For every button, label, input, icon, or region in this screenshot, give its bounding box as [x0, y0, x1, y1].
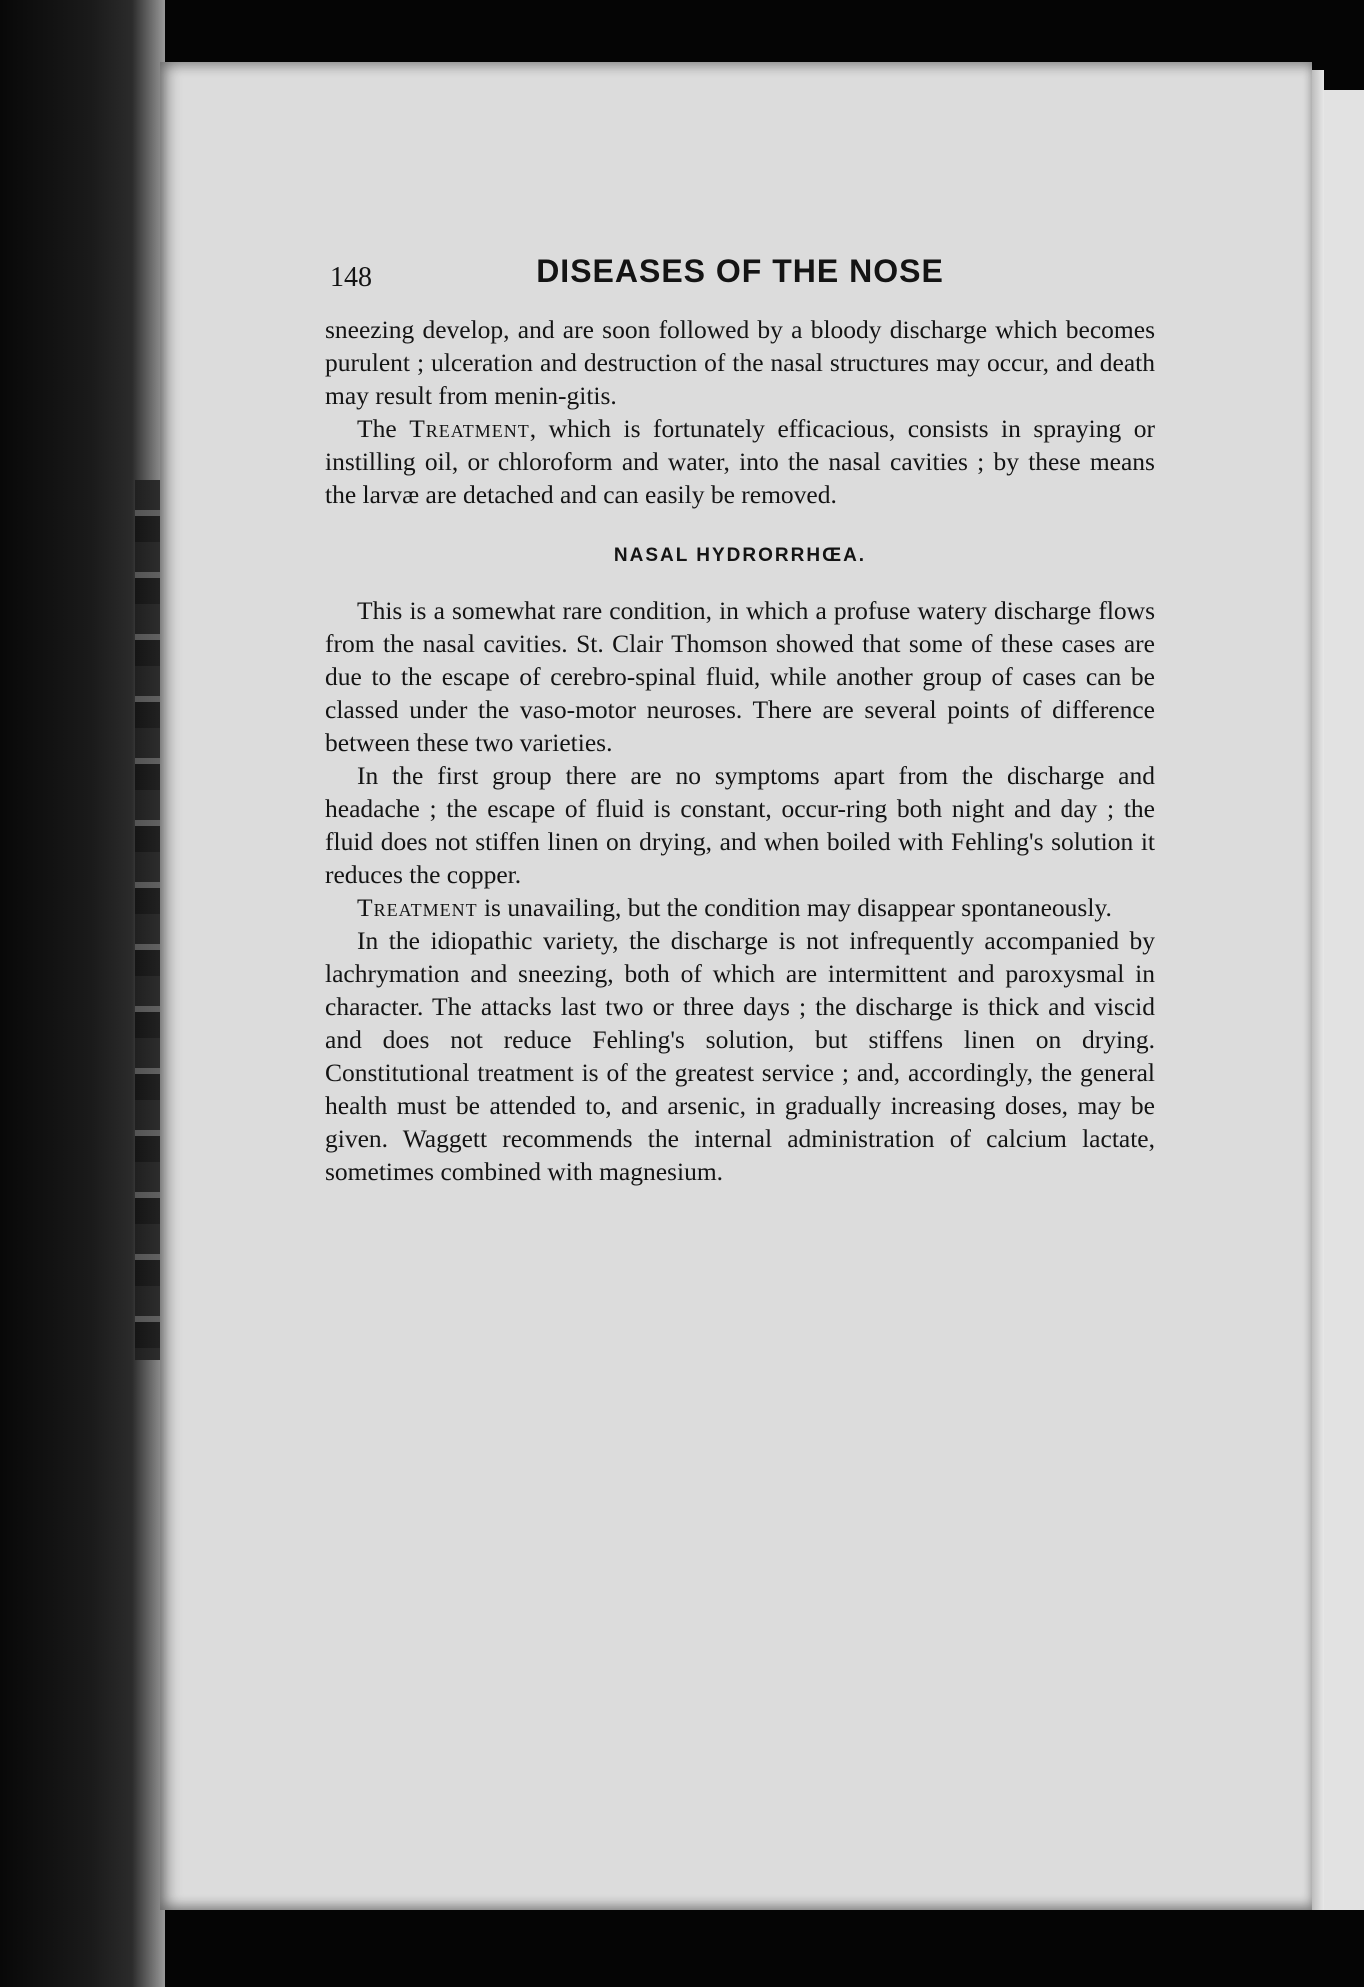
paragraph: sneezing develop, and are soon followed by a bloody discharge which becomes purulent ; ulceration and destruction of the nasal structures may occur, and death may result from menin-gitis. — [325, 315, 1155, 410]
text-rest: , which is fortunately efficacious, consists in spraying or instilling oil, or chloroform and water, into the nasal cavities ; by these means the larvæ are detached and can easily be removed. — [325, 414, 1155, 509]
small-caps-term: Treatment — [357, 893, 478, 922]
small-caps-term: Treatment — [409, 414, 530, 443]
page-edge — [1312, 70, 1324, 1910]
running-title: DISEASES OF THE NOSE — [536, 253, 944, 289]
paragraph-treatment — [325, 891, 1155, 924]
paragraph-treatment — [325, 412, 1155, 511]
facing-page-edge — [1324, 90, 1364, 1910]
text-lead: The — [357, 414, 410, 443]
page-header — [325, 255, 1155, 307]
paragraph: This is a somewhat rare condition, in which a profuse watery discharge flows from the nasal cavities. St. Clair Thomson showed that some of these cases are due to the escape of cerebro-spinal fluid, while another group of cases can be classed under the vaso-motor neuroses. There are several points of difference between these two varieties. — [325, 596, 1155, 757]
text-rest: is unavailing, but the condition may disappear spontaneously. — [477, 893, 1112, 922]
paragraph: In the idiopathic variety, the discharge is not infrequently accompanied by lachrymation and sneezing, both of which are intermittent and paroxysmal in character. The attacks last two or three days ; the discharge is thick and viscid and does not reduce Fehling's solution, but stiffens linen on drying. Constitutional treatment is of the greatest service ; and, accordingly, the general health must be attended to, and arsenic, in gradually increasing doses, may be given. Waggett recommends the internal administration of calcium lactate, sometimes combined with magnesium. — [325, 926, 1155, 1186]
section-heading: NASAL HYDRORRHŒA. — [613, 545, 867, 566]
page-number: 148 — [330, 262, 372, 293]
binding-spine-marks — [135, 480, 163, 1360]
paragraph: In the first group there are no symptoms apart from the discharge and headache ; the escape of fluid is constant, occur-ring both night and day ; the fluid does not stiffen linen on drying, and when boiled with Fehling's solution it reduces the copper. — [325, 761, 1155, 889]
page-text — [325, 255, 1155, 1188]
